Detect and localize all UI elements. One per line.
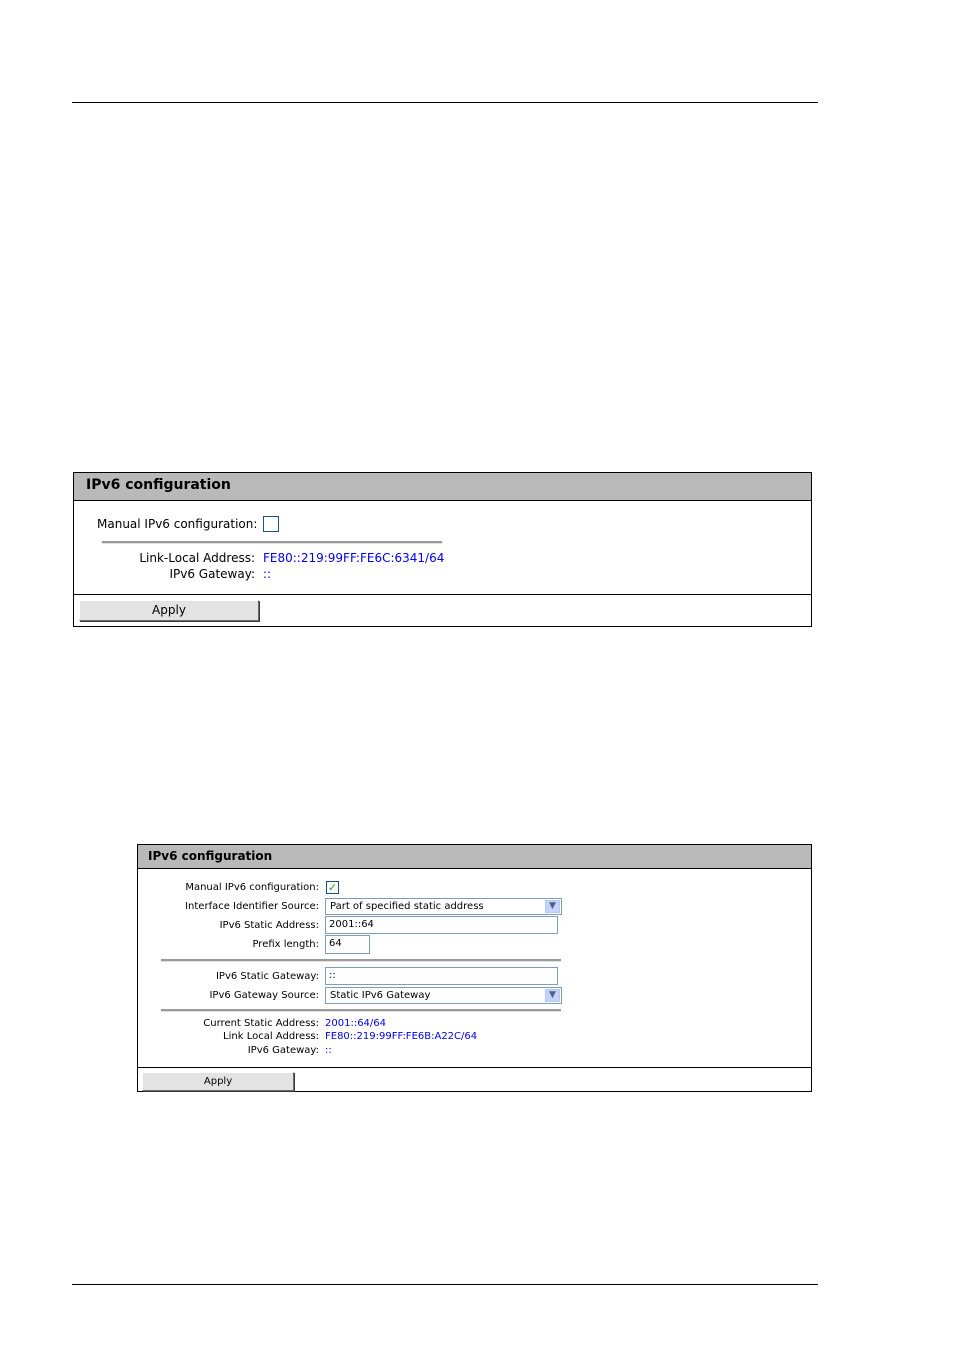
panel-header [74, 473, 811, 501]
header-rule [72, 102, 818, 103]
footer-rule [72, 1284, 818, 1285]
interface-identifier-label: Interface Identifier Source: [185, 901, 319, 912]
interface-identifier-select[interactable] [325, 898, 562, 915]
current-static-value: 2001::64/64 [325, 1018, 387, 1029]
ipv6-gateway-value: :: [325, 1045, 332, 1056]
interface-identifier-value: Part of specified static address [330, 901, 484, 912]
chevron-down-icon[interactable]: ▼ [545, 989, 560, 1002]
static-gateway-input[interactable]: :: [325, 967, 558, 985]
manual-ipv6-label: Manual IPv6 configuration: [97, 517, 258, 531]
link-local-label: Link Local Address: [223, 1031, 319, 1042]
manual-ipv6-checkbox[interactable] [326, 881, 339, 894]
divider [161, 1009, 561, 1012]
static-gateway-label: IPv6 Static Gateway: [215, 971, 319, 982]
gateway-source-value: Static IPv6 Gateway [330, 990, 431, 1001]
static-address-label: IPv6 Static Address: [219, 920, 319, 931]
manual-ipv6-label: Manual IPv6 configuration: [185, 882, 319, 893]
prefix-length-input[interactable]: 64 [325, 935, 370, 954]
ipv6-config-panel-checked [137, 844, 812, 1092]
static-address-input[interactable]: 2001::64 [325, 916, 558, 934]
checkmark-icon: ✓ [327, 881, 338, 894]
ipv6-config-panel-unchecked [73, 472, 812, 627]
ipv6-gateway-value: :: [263, 567, 272, 581]
chevron-down-icon[interactable]: ▼ [545, 900, 560, 913]
current-static-label: Current Static Address: [203, 1018, 319, 1029]
manual-ipv6-checkbox[interactable] [263, 516, 279, 532]
gateway-source-select[interactable] [325, 987, 562, 1004]
ipv6-gateway-label: IPv6 Gateway: [169, 567, 255, 581]
ipv6-gateway-label: IPv6 Gateway: [247, 1045, 319, 1056]
divider [161, 959, 561, 962]
panel-title: IPv6 configuration [86, 477, 231, 493]
prefix-length-label: Prefix length: [252, 939, 319, 950]
panel-header [138, 845, 811, 869]
panel-footer [74, 594, 811, 628]
link-local-label: Link-Local Address: [139, 551, 255, 565]
gateway-source-label: IPv6 Gateway Source: [209, 990, 319, 1001]
link-local-value: FE80::219:99FF:FE6B:A22C/64 [325, 1031, 478, 1042]
divider [102, 541, 442, 544]
apply-button[interactable]: Apply [79, 600, 259, 621]
panel-footer [138, 1067, 811, 1093]
panel-title: IPv6 configuration [148, 849, 273, 863]
apply-button[interactable]: Apply [142, 1072, 294, 1091]
link-local-value: FE80::219:99FF:FE6C:6341/64 [263, 551, 445, 565]
